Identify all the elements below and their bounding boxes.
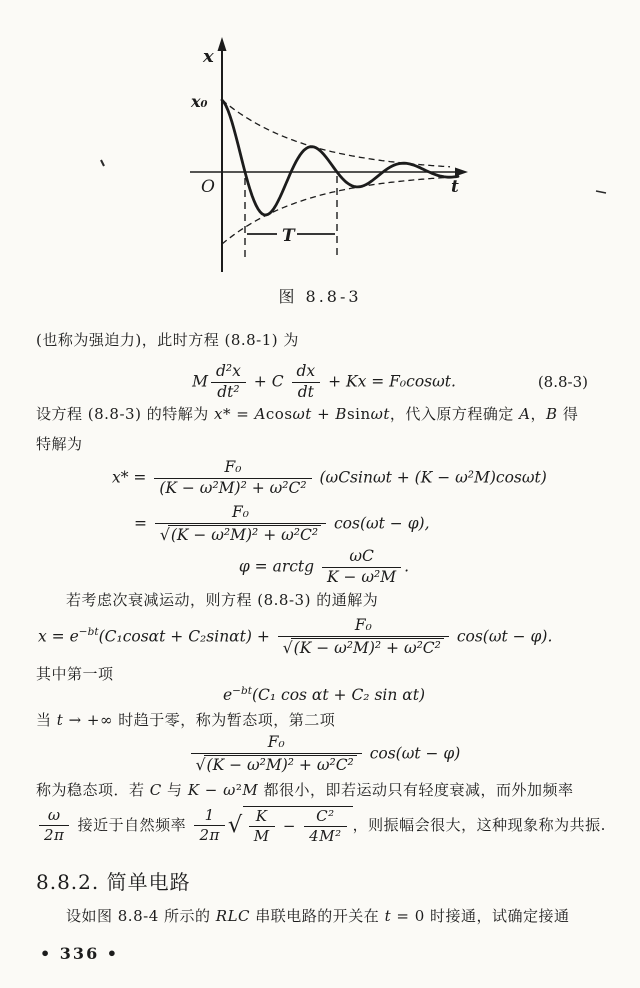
- equation-general-solution: $x = e^{-bt}(C_1\cos\alpha t + C_2\sin\alpha t)$ + $\frac{\text{F₀}}{\text{√(K − ω²M)² + ω²C²}}$ cos(ωt − φ).: [38, 615, 553, 657]
- paragraph-resonance: $\frac{\omega}{2\pi}$ 接近于自然频率 $\frac{1}{2\pi}$ √ $\frac{K}{M}$ − $\frac{\text{C²}}{\text{4M²}}$ ，则振幅会很大，这种现象称为共振.: [36, 806, 612, 846]
- print-artifact: [101, 160, 104, 166]
- figure-damped-oscillation: [0, 0, 640, 320]
- x0-label: x₀: [191, 92, 208, 111]
- t-axis-label: t: [451, 177, 459, 197]
- origin-label: O: [201, 177, 215, 197]
- equation-row-883: [36, 358, 612, 406]
- paragraph-forcing: (也称为强迫力)，此时方程 (8.8-1) 为: [36, 331, 299, 349]
- equation-transient: $e^{-bt}(C_1$ cos αt + C₂ sin αt): [222, 685, 426, 705]
- equation-883: M $\frac{\text{d²x}}{\text{dt²}}$ + C $\frac{dx}{dt}$ + Kx = F₀cosωt.: [192, 361, 456, 401]
- section-heading: 8.8.2. 简单电路: [36, 870, 191, 894]
- damped-curve: [222, 100, 458, 215]
- paragraph-general: 若考虑次衰减运动，则方程 (8.8-3) 的通解为: [66, 591, 379, 609]
- period-label: T: [282, 226, 295, 246]
- upper-envelope: [222, 100, 450, 167]
- paragraph-particular2: 特解为: [36, 435, 83, 453]
- equation-steady: $\frac{\text{F₀}}{\text{√(K − ω²M)² + ω²C²}}$ cos(ωt − φ): [36, 730, 612, 778]
- figure-caption: 图 8.8-3: [278, 287, 362, 306]
- equation-xstar-2: = $\frac{\text{F₀}}{\text{√(K − ω²M)² + ω²C²}}$ cos(ωt − φ),: [134, 502, 430, 544]
- paragraph-limit: 当 t → +∞ 时趋于零，称为暂态项，第二项: [36, 711, 336, 729]
- y-axis-arrow: [218, 37, 227, 51]
- y-axis-label: x: [203, 46, 214, 67]
- print-artifact: [596, 191, 606, 193]
- paragraph-steady: 称为稳态项．若 C 与 K − ω²M 都很小，即若运动只有轻度衰减，而外加频率: [36, 781, 574, 799]
- equation-number: (8.8-3): [537, 373, 588, 391]
- paragraph-particular: 设方程 (8.8-3) 的特解为 x* = Acosωt + Bsinωt，代入原方程确定 A，B 得: [36, 405, 579, 423]
- equation-xstar-1: x* = $\frac{\text{F₀}}{\text{(K − ω²M)² + ω²C²}}$ (ωCsinωt + (K − ω²M)cosωt): [112, 457, 547, 497]
- paragraph-circuit: 设如图 8.8-4 所示的 RLC 串联电路的开关在 t = 0 时接通，试确定接通: [66, 907, 570, 925]
- page-number: • 336 •: [40, 944, 119, 963]
- equation-phi: φ = arctg $\frac{\omega C}{\text{K − ω²M}}$ .: [238, 546, 410, 586]
- paragraph-firstterm: 其中第一项: [36, 665, 114, 683]
